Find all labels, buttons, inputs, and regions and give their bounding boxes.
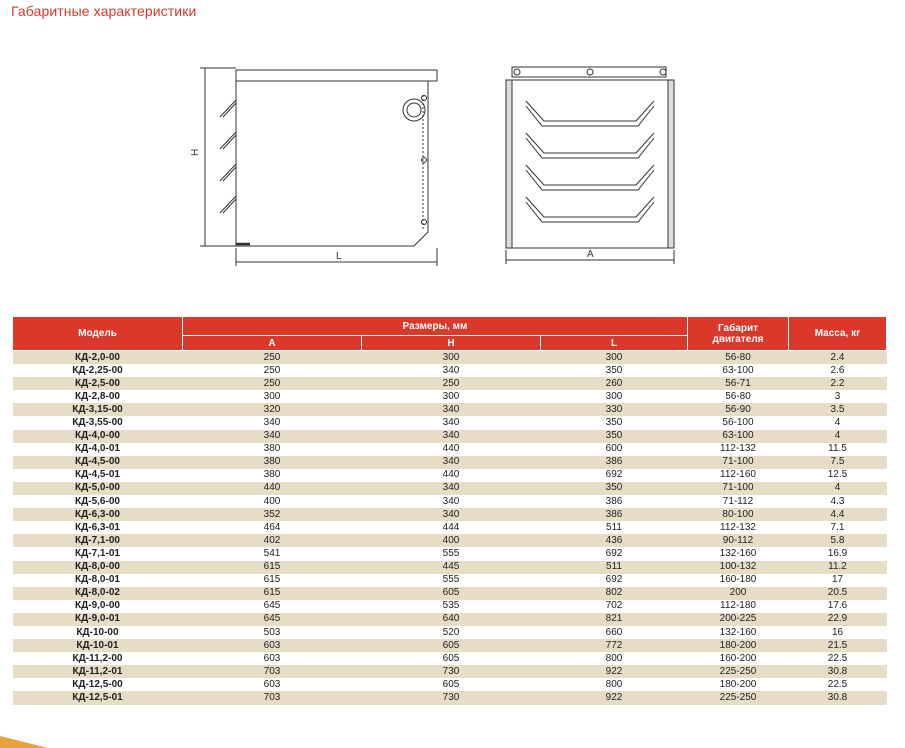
front-view — [506, 67, 674, 264]
cell-a: 503 — [183, 626, 362, 639]
cell-a: 250 — [183, 364, 362, 377]
cell-h: 400 — [362, 534, 541, 547]
cell-l: 386 — [541, 508, 688, 521]
cell-mass: 2.4 — [789, 351, 887, 365]
cell-l: 350 — [541, 416, 688, 429]
cell-motor: 225-250 — [688, 665, 789, 678]
cell-a: 380 — [183, 443, 362, 456]
cell-h: 520 — [362, 626, 541, 639]
cell-a: 380 — [183, 469, 362, 482]
cell-h: 300 — [362, 390, 541, 403]
cell-h: 730 — [362, 691, 541, 704]
cell-model: КД-8,0-00 — [13, 561, 183, 574]
cell-a: 320 — [183, 403, 362, 416]
dimensions-table — [12, 316, 887, 705]
cell-mass: 2.6 — [789, 364, 887, 377]
cell-motor: 56-71 — [688, 377, 789, 390]
cell-motor: 200 — [688, 587, 789, 600]
cell-h: 340 — [362, 403, 541, 416]
cell-mass: 17.6 — [789, 600, 887, 613]
cell-a: 615 — [183, 587, 362, 600]
cell-mass: 22.9 — [789, 613, 887, 626]
cell-l: 692 — [541, 469, 688, 482]
cell-a: 464 — [183, 521, 362, 534]
cell-mass: 21.5 — [789, 639, 887, 652]
table-row — [13, 403, 887, 416]
cell-a: 615 — [183, 561, 362, 574]
col-header-a: А — [183, 336, 362, 351]
cell-motor: 56-80 — [688, 390, 789, 403]
cell-h: 340 — [362, 430, 541, 443]
table-row — [13, 469, 887, 482]
cell-mass: 30.8 — [789, 665, 887, 678]
cell-model: КД-12,5-00 — [13, 678, 183, 691]
cell-h: 340 — [362, 495, 541, 508]
cell-model: КД-5,0-00 — [13, 482, 183, 495]
cell-l: 511 — [541, 561, 688, 574]
cell-h: 340 — [362, 508, 541, 521]
cell-mass: 3.5 — [789, 403, 887, 416]
table-row — [13, 613, 887, 626]
cell-a: 300 — [183, 390, 362, 403]
cell-h: 440 — [362, 443, 541, 456]
cell-a: 645 — [183, 600, 362, 613]
col-header-motor — [688, 317, 789, 351]
cell-model: КД-4,5-00 — [13, 456, 183, 469]
col-header-mass: Масса, кг — [789, 317, 887, 351]
cell-motor: 132-160 — [688, 626, 789, 639]
cell-a: 340 — [183, 416, 362, 429]
table-row — [13, 678, 887, 691]
cell-h: 340 — [362, 416, 541, 429]
table-row — [13, 377, 887, 390]
table-row — [13, 587, 887, 600]
side-view — [200, 68, 437, 266]
cell-l: 600 — [541, 443, 688, 456]
cell-a: 603 — [183, 652, 362, 665]
cell-l: 802 — [541, 587, 688, 600]
table-row — [13, 665, 887, 678]
cell-l: 350 — [541, 482, 688, 495]
cell-a: 250 — [183, 351, 362, 365]
cell-motor: 80-100 — [688, 508, 789, 521]
cell-mass: 4 — [789, 482, 887, 495]
cell-mass: 16.9 — [789, 547, 887, 560]
cell-mass: 11.2 — [789, 561, 887, 574]
cell-mass: 22.5 — [789, 652, 887, 665]
cell-l: 821 — [541, 613, 688, 626]
cell-a: 603 — [183, 639, 362, 652]
cell-h: 605 — [362, 678, 541, 691]
motor-label-line2: двигателя — [712, 333, 764, 345]
cell-a: 250 — [183, 377, 362, 390]
cell-l: 922 — [541, 691, 688, 704]
cell-a: 645 — [183, 613, 362, 626]
cell-mass: 4.3 — [789, 495, 887, 508]
cell-h: 250 — [362, 377, 541, 390]
cell-mass: 20.5 — [789, 587, 887, 600]
cell-motor: 160-200 — [688, 652, 789, 665]
cell-model: КД-4,0-01 — [13, 443, 183, 456]
cell-motor: 180-200 — [688, 678, 789, 691]
table-row — [13, 416, 887, 429]
cell-mass: 2.2 — [789, 377, 887, 390]
cell-h: 340 — [362, 456, 541, 469]
table-row — [13, 534, 887, 547]
cell-h: 340 — [362, 482, 541, 495]
cell-a: 603 — [183, 678, 362, 691]
cell-motor: 63-100 — [688, 430, 789, 443]
cell-l: 350 — [541, 430, 688, 443]
cell-l: 386 — [541, 495, 688, 508]
dim-a-label: A — [587, 249, 594, 260]
cell-model: КД-6,3-01 — [13, 521, 183, 534]
table-row — [13, 482, 887, 495]
col-header-h: Н — [362, 336, 541, 351]
cell-motor: 71-100 — [688, 456, 789, 469]
cell-l: 772 — [541, 639, 688, 652]
corner-accent — [0, 736, 48, 748]
cell-model: КД-8,0-01 — [13, 574, 183, 587]
table-row — [13, 508, 887, 521]
cell-motor: 112-160 — [688, 469, 789, 482]
table-row — [13, 547, 887, 560]
cell-mass: 30.8 — [789, 691, 887, 704]
cell-motor: 56-80 — [688, 351, 789, 365]
cell-motor: 56-100 — [688, 416, 789, 429]
cell-h: 300 — [362, 351, 541, 365]
cell-a: 440 — [183, 482, 362, 495]
cell-a: 352 — [183, 508, 362, 521]
dimension-drawing — [190, 55, 690, 270]
cell-motor: 71-100 — [688, 482, 789, 495]
cell-mass: 4 — [789, 430, 887, 443]
table-row — [13, 652, 887, 665]
cell-mass: 4 — [789, 416, 887, 429]
cell-mass: 5.8 — [789, 534, 887, 547]
cell-h: 445 — [362, 561, 541, 574]
cell-h: 730 — [362, 665, 541, 678]
cell-a: 340 — [183, 430, 362, 443]
cell-h: 555 — [362, 547, 541, 560]
cell-model: КД-2,25-00 — [13, 364, 183, 377]
cell-h: 444 — [362, 521, 541, 534]
table-row — [13, 430, 887, 443]
motor-label-line1: Габарит — [718, 322, 758, 334]
cell-h: 440 — [362, 469, 541, 482]
cell-model: КД-9,0-00 — [13, 600, 183, 613]
cell-motor: 132-160 — [688, 547, 789, 560]
cell-model: КД-3,55-00 — [13, 416, 183, 429]
cell-model: КД-4,0-00 — [13, 430, 183, 443]
table-row — [13, 443, 887, 456]
cell-motor: 71-112 — [688, 495, 789, 508]
cell-model: КД-11,2-01 — [13, 665, 183, 678]
table-row — [13, 456, 887, 469]
cell-h: 535 — [362, 600, 541, 613]
cell-a: 400 — [183, 495, 362, 508]
cell-a: 703 — [183, 691, 362, 704]
cell-model: КД-7,1-01 — [13, 547, 183, 560]
cell-l: 330 — [541, 403, 688, 416]
cell-l: 692 — [541, 574, 688, 587]
cell-mass: 12.5 — [789, 469, 887, 482]
cell-model: КД-5,6-00 — [13, 495, 183, 508]
cell-model: КД-3,15-00 — [13, 403, 183, 416]
cell-l: 702 — [541, 600, 688, 613]
cell-l: 300 — [541, 351, 688, 365]
cell-model: КД-11,2-00 — [13, 652, 183, 665]
cell-model: КД-9,0-01 — [13, 613, 183, 626]
cell-motor: 225-250 — [688, 691, 789, 704]
cell-l: 350 — [541, 364, 688, 377]
cell-h: 640 — [362, 613, 541, 626]
col-header-model: Модель — [13, 317, 183, 351]
cell-model: КД-2,8-00 — [13, 390, 183, 403]
page-title: Габаритные характеристики — [11, 3, 197, 19]
cell-l: 511 — [541, 521, 688, 534]
cell-l: 800 — [541, 652, 688, 665]
cell-mass: 16 — [789, 626, 887, 639]
cell-l: 692 — [541, 547, 688, 560]
table-row — [13, 521, 887, 534]
cell-motor: 90-112 — [688, 534, 789, 547]
cell-model: КД-10-00 — [13, 626, 183, 639]
cell-l: 922 — [541, 665, 688, 678]
cell-a: 703 — [183, 665, 362, 678]
table-row — [13, 639, 887, 652]
cell-model: КД-6,3-00 — [13, 508, 183, 521]
cell-a: 615 — [183, 574, 362, 587]
table-row — [13, 364, 887, 377]
cell-model: КД-2,0-00 — [13, 351, 183, 365]
table-row — [13, 691, 887, 704]
table-row — [13, 351, 887, 365]
cell-mass: 22.5 — [789, 678, 887, 691]
cell-model: КД-4,5-01 — [13, 469, 183, 482]
cell-mass: 17 — [789, 574, 887, 587]
cell-motor: 160-180 — [688, 574, 789, 587]
cell-model: КД-8,0-02 — [13, 587, 183, 600]
cell-h: 340 — [362, 364, 541, 377]
cell-l: 660 — [541, 626, 688, 639]
cell-l: 300 — [541, 390, 688, 403]
col-header-l: L — [541, 336, 688, 351]
table-body — [13, 351, 887, 705]
table-row — [13, 390, 887, 403]
cell-l: 436 — [541, 534, 688, 547]
cell-mass: 11.5 — [789, 443, 887, 456]
cell-a: 402 — [183, 534, 362, 547]
cell-mass: 7.1 — [789, 521, 887, 534]
cell-l: 386 — [541, 456, 688, 469]
cell-motor: 112-132 — [688, 443, 789, 456]
cell-model: КД-2,5-00 — [13, 377, 183, 390]
table-row — [13, 626, 887, 639]
cell-mass: 7.5 — [789, 456, 887, 469]
table-row — [13, 561, 887, 574]
cell-h: 605 — [362, 652, 541, 665]
cell-a: 541 — [183, 547, 362, 560]
cell-model: КД-12,5-01 — [13, 691, 183, 704]
dim-h-label: H — [190, 148, 201, 156]
cell-h: 555 — [362, 574, 541, 587]
cell-motor: 112-180 — [688, 600, 789, 613]
cell-motor: 180-200 — [688, 639, 789, 652]
cell-a: 380 — [183, 456, 362, 469]
col-header-sizes: Размеры, мм — [183, 317, 688, 336]
cell-model: КД-7,1-00 — [13, 534, 183, 547]
cell-mass: 3 — [789, 390, 887, 403]
cell-model: КД-10-01 — [13, 639, 183, 652]
table-row — [13, 574, 887, 587]
cell-h: 605 — [362, 587, 541, 600]
cell-l: 800 — [541, 678, 688, 691]
table-row — [13, 495, 887, 508]
cell-h: 605 — [362, 639, 541, 652]
cell-motor: 56-90 — [688, 403, 789, 416]
cell-motor: 200-225 — [688, 613, 789, 626]
dim-l-label: L — [336, 251, 342, 262]
cell-motor: 63-100 — [688, 364, 789, 377]
cell-mass: 4.4 — [789, 508, 887, 521]
cell-motor: 100-132 — [688, 561, 789, 574]
cell-l: 260 — [541, 377, 688, 390]
table-row — [13, 600, 887, 613]
cell-motor: 112-132 — [688, 521, 789, 534]
